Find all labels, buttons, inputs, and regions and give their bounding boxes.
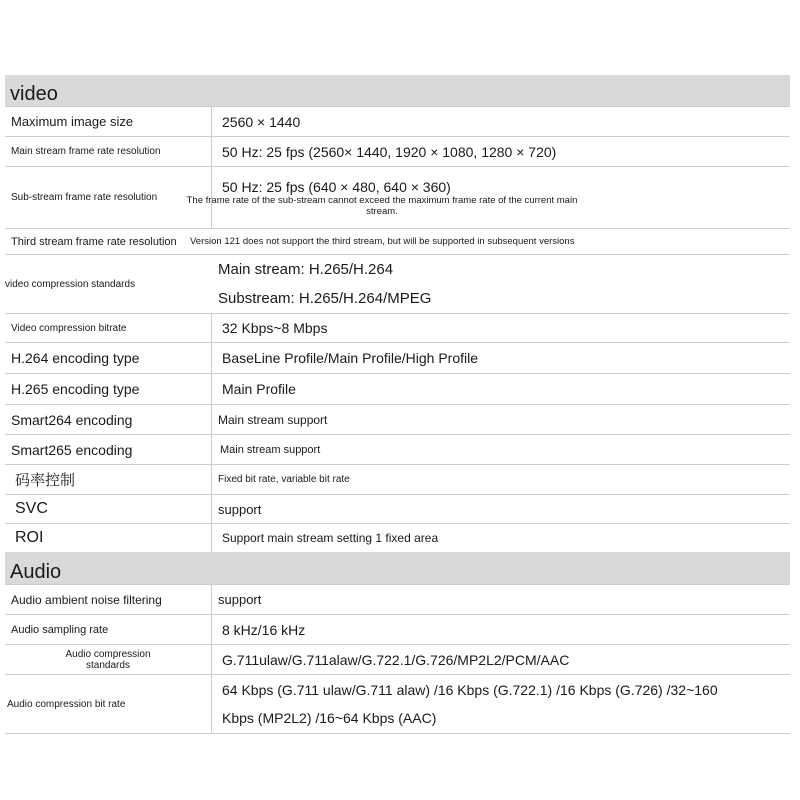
row-label: Video compression bitrate: [5, 314, 212, 342]
row-label: ROI: [5, 524, 212, 552]
table-row: [5, 644, 790, 674]
row-value: 50 Hz: 25 fps (640 × 480, 640 × 360): [222, 178, 451, 195]
table-row: [5, 136, 790, 166]
row-label: Sub-stream frame rate resolution: [5, 167, 212, 228]
row-label: Audio ambient noise filtering: [5, 585, 212, 614]
row-value: BaseLine Profile/Main Profile/High Profile: [222, 350, 479, 366]
table-row: [5, 313, 790, 342]
row-note: The frame rate of the sub-stream cannot exceed the maximum frame rate of the current main stream.: [186, 194, 578, 217]
table-row: [5, 674, 790, 733]
row-label: Smart264 encoding: [5, 405, 212, 434]
section-header-video: video: [5, 75, 790, 106]
row-label: Audio compression bit rate: [5, 675, 212, 733]
table-row: [5, 464, 790, 494]
section-header-audio: Audio: [5, 552, 790, 584]
table-row: [5, 254, 790, 313]
table-row: [5, 166, 790, 228]
row-value: support: [218, 592, 262, 607]
row-value: Fixed bit rate, variable bit rate: [218, 474, 350, 485]
row-label: Main stream frame rate resolution: [5, 137, 212, 166]
row-value: 8 kHz/16 kHz: [222, 621, 306, 638]
row-value: Main Profile: [222, 381, 296, 397]
row-label: Audio compression standards: [5, 645, 212, 674]
table-row: [5, 373, 790, 404]
table-row: [5, 106, 790, 136]
row-value: Substream: H.265/H.264/MPEG: [218, 290, 432, 307]
row-value: Main stream support: [218, 412, 328, 427]
table-row: [5, 404, 790, 434]
table-row: [5, 614, 790, 644]
row-value: 64 Kbps (G.711 ulaw/G.711 alaw) /16 Kbps (G.722.1) /16 Kbps (G.726) /32~160: [222, 682, 718, 698]
table-row: [5, 228, 790, 254]
row-label: SVC: [5, 495, 212, 523]
row-value: Main stream support: [220, 443, 321, 456]
row-label: Smart265 encoding: [5, 435, 212, 464]
row-value: support: [218, 501, 262, 517]
row-value: 32 Kbps~8 Mbps: [222, 320, 328, 336]
row-value: 50 Hz: 25 fps (2560× 1440, 1920 × 1080, 1280 × 720): [222, 143, 557, 160]
row-label: Third stream frame rate resolution: [11, 235, 177, 248]
row-label: Audio sampling rate: [5, 615, 212, 644]
spec-table: [5, 75, 790, 734]
row-value: G.711ulaw/G.711alaw/G.722.1/G.726/MP2L2/PCM/AAC: [222, 651, 570, 668]
row-label: 码率控制: [5, 465, 212, 494]
row-label: Maximum image size: [5, 107, 212, 136]
row-value: Kbps (MP2L2) /16~64 Kbps (AAC): [222, 710, 437, 726]
table-row: [5, 584, 790, 614]
table-row: [5, 523, 790, 552]
row-label: H.265 encoding type: [5, 374, 212, 404]
row-value: 2560 × 1440: [222, 113, 301, 130]
row-value: Version 121 does not support the third stream, but will be supported in subsequent versions: [190, 236, 575, 247]
row-value: Support main stream setting 1 fixed area: [222, 531, 439, 545]
table-row: [5, 494, 790, 523]
row-value: Main stream: H.265/H.264: [218, 261, 394, 278]
row-label: video compression standards: [5, 278, 136, 290]
row-label: H.264 encoding type: [5, 343, 212, 373]
table-row: [5, 434, 790, 464]
table-row: [5, 342, 790, 373]
